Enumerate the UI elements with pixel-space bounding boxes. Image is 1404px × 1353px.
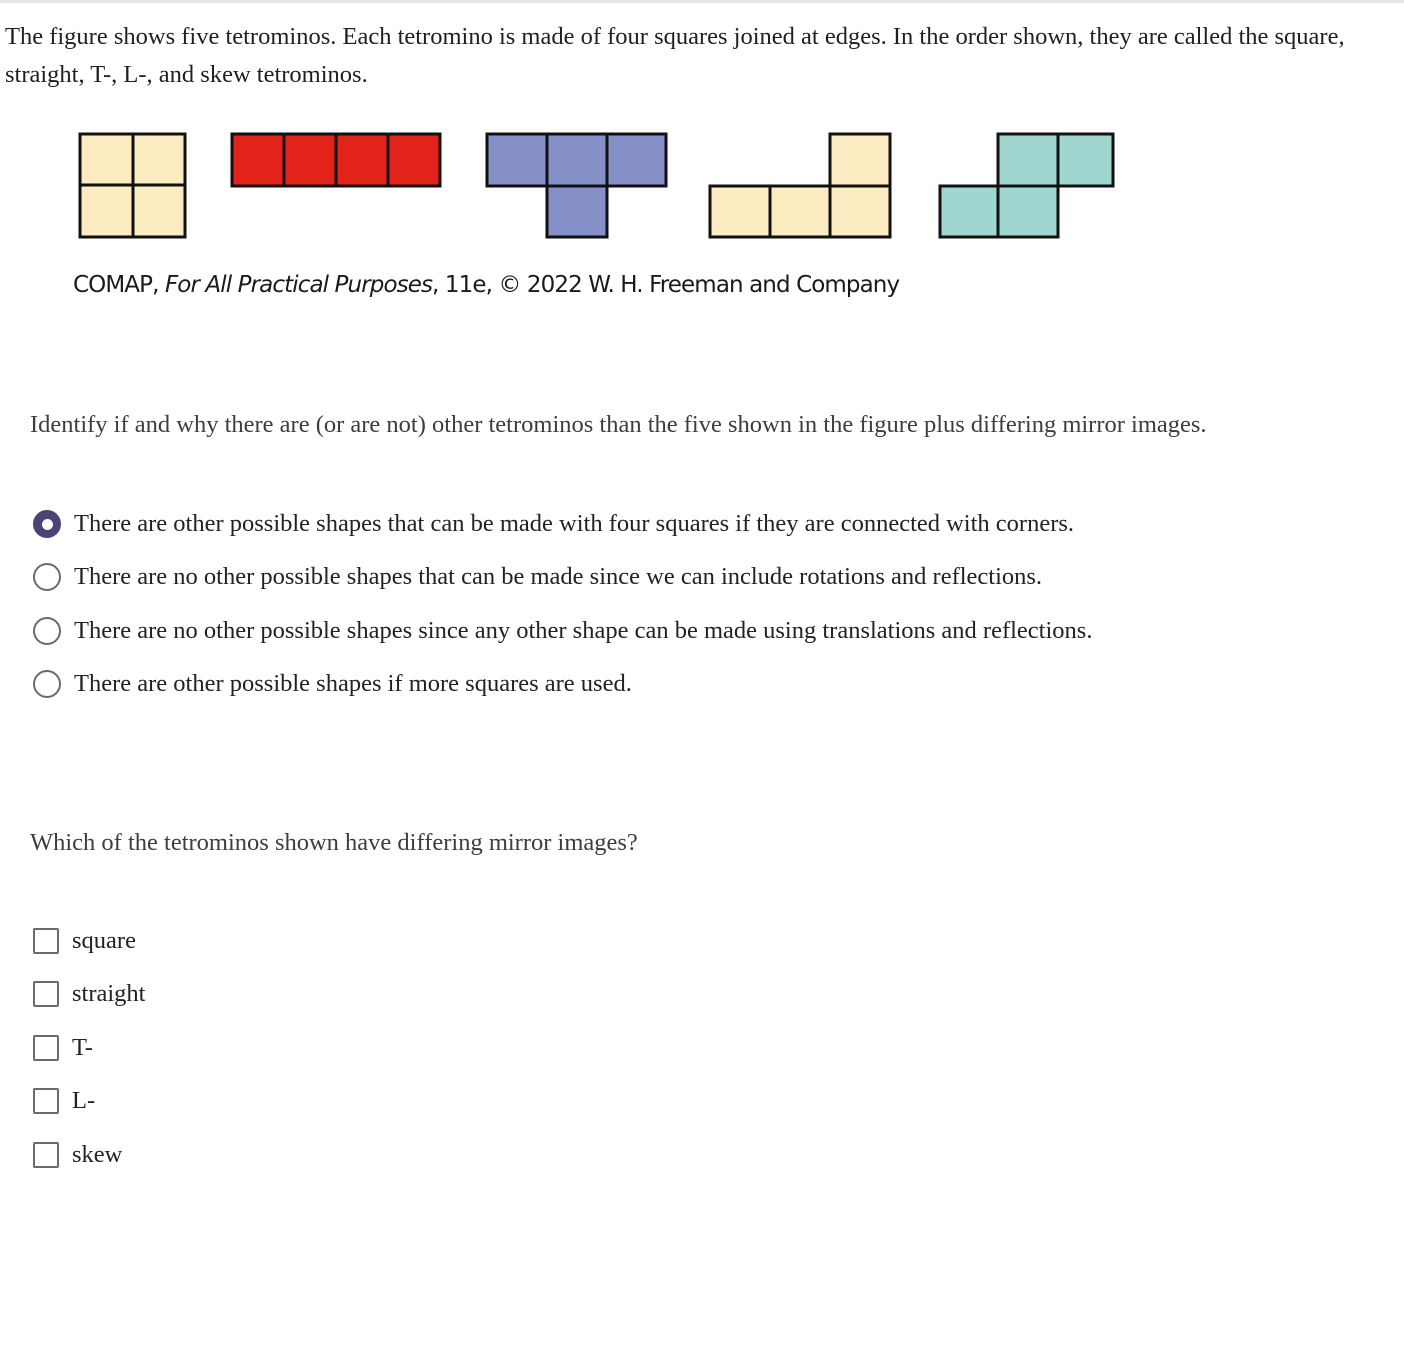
- tetromino-cell: [770, 186, 830, 237]
- tetromino-cell: [133, 185, 185, 237]
- square-tetromino: [80, 134, 185, 237]
- checkbox-label: square: [72, 927, 136, 954]
- tetromino-cell: [710, 186, 770, 237]
- tetromino-cell: [1058, 134, 1113, 186]
- checkbox-option-skew[interactable]: [33, 1139, 122, 1171]
- radio-option-label: There are other possible shapes if more squares are used.: [74, 670, 632, 697]
- checkbox-label: T-: [72, 1034, 93, 1061]
- checkbox-option-straight[interactable]: [33, 978, 146, 1010]
- tetromino-cell: [336, 134, 388, 186]
- question1-prompt: Identify if and why there are (or are not) other tetrominos than the five shown in the figure plus differing mirror images.: [30, 411, 1207, 438]
- l-tetromino: [710, 134, 890, 237]
- figure-caption: [73, 272, 899, 298]
- checkbox[interactable]: [33, 981, 59, 1007]
- tetromino-cell: [940, 186, 998, 237]
- radio-button[interactable]: [33, 510, 61, 538]
- checkbox[interactable]: [33, 928, 59, 954]
- radio-button[interactable]: [33, 563, 61, 591]
- tetromino-cell: [487, 134, 547, 186]
- radio-option-label: There are no other possible shapes that can be made since we can include rotations and reflections.: [74, 563, 1043, 590]
- caption-source: COMAP,: [73, 272, 165, 298]
- radio-option-2[interactable]: [33, 561, 1042, 593]
- straight-tetromino: [232, 134, 440, 186]
- tetromino-cell: [830, 186, 890, 237]
- tetromino-cell: [998, 134, 1058, 186]
- tetromino-cell: [830, 134, 890, 186]
- tetromino-cell: [80, 134, 133, 185]
- radio-button[interactable]: [33, 617, 61, 645]
- intro-text: The figure shows five tetrominos. Each tetromino is made of four squares joined at edges. In the order shown, they are called the square, straight, T-, L-, and skew tetrominos.: [5, 23, 1345, 88]
- tetromino-cell: [998, 186, 1058, 237]
- radio-option-label: There are no other possible shapes since any other shape can be made using translations and reflections.: [74, 617, 1093, 644]
- tetromino-cell: [284, 134, 336, 186]
- tetromino-cell: [607, 134, 666, 186]
- checkbox-label: skew: [72, 1141, 123, 1168]
- checkbox[interactable]: [33, 1142, 59, 1168]
- checkbox-label: straight: [72, 980, 146, 1007]
- tetromino-cell: [232, 134, 284, 186]
- caption-book-title: For All Practical Purposes: [164, 272, 433, 298]
- checkbox-option-square[interactable]: [33, 925, 136, 957]
- checkbox-option-l[interactable]: [33, 1085, 95, 1117]
- skew-tetromino: [940, 134, 1113, 237]
- radio-option-3[interactable]: [33, 615, 1092, 647]
- checkbox[interactable]: [33, 1088, 59, 1114]
- radio-option-4[interactable]: [33, 668, 632, 700]
- tetromino-cell: [547, 134, 607, 186]
- radio-option-label: There are other possible shapes that can be made with four squares if they are connected with corners.: [74, 510, 1075, 537]
- checkbox-label: L-: [72, 1087, 96, 1114]
- checkbox-option-t[interactable]: [33, 1032, 93, 1064]
- tetromino-cell: [547, 186, 607, 237]
- tetromino-cell: [80, 185, 133, 237]
- caption-copyright: , 11e, © 2022 W. H. Freeman and Company: [432, 272, 900, 298]
- checkbox[interactable]: [33, 1035, 59, 1061]
- radio-button[interactable]: [33, 670, 61, 698]
- t-tetromino: [487, 134, 666, 237]
- question2-prompt: Which of the tetrominos shown have differing mirror images?: [30, 829, 638, 856]
- tetromino-cell: [133, 134, 185, 185]
- tetromino-cell: [388, 134, 440, 186]
- radio-option-1[interactable]: [33, 508, 1074, 540]
